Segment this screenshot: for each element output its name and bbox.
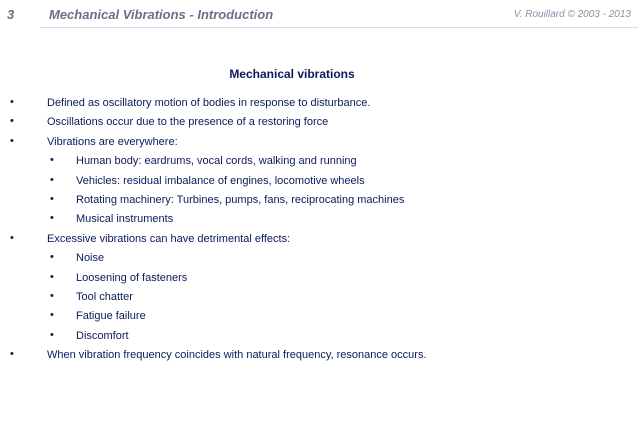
sub-bullet-item [0, 192, 638, 211]
bullet-text: When vibration frequency coincides with natural frequency, resonance occurs. [47, 349, 427, 362]
bullet-text: Fatigue failure [76, 310, 146, 323]
slide-number: 3 [7, 7, 15, 22]
sub-bullet-item [0, 289, 638, 308]
bullet-dot-icon: • [50, 212, 54, 225]
header-divider [40, 27, 638, 28]
slide-title: Mechanical vibrations [229, 67, 355, 81]
bullet-dot-icon: • [10, 134, 14, 147]
bullet-list [0, 95, 638, 366]
bullet-dot-icon: • [50, 328, 54, 341]
bullet-dot-icon: • [50, 154, 54, 167]
bullet-text: Vehicles: residual imbalance of engines, locomotive wheels [76, 174, 365, 187]
sub-bullet-item [0, 173, 638, 192]
sub-bullet-item [0, 308, 638, 327]
slide-header [0, 0, 638, 30]
bullet-dot-icon: • [10, 115, 14, 128]
bullet-text: Tool chatter [76, 290, 133, 303]
bullet-dot-icon: • [50, 309, 54, 322]
bullet-text: Noise [76, 252, 105, 265]
bullet-dot-icon: • [50, 173, 54, 186]
sub-bullet-item [0, 270, 638, 289]
header-author: V. Rouillard © 2003 - 2013 [513, 9, 631, 20]
bullet-dot-icon: • [50, 251, 54, 264]
bullet-dot-icon: • [10, 96, 14, 108]
sub-bullet-item [0, 211, 638, 230]
bullet-dot-icon: • [10, 231, 14, 244]
bullet-item [0, 134, 638, 153]
bullet-text: Human body: eardrums, vocal cords, walking and running [76, 155, 357, 168]
sub-bullet-item [0, 153, 638, 172]
sub-bullet-item [0, 328, 638, 347]
bullet-item [0, 347, 638, 366]
bullet-dot-icon: • [50, 289, 54, 302]
bullet-text: Discomfort [76, 329, 129, 342]
bullet-dot-icon: • [10, 348, 14, 361]
header-title: Mechanical Vibrations - Introduction [49, 7, 274, 22]
bullet-dot-icon: • [50, 192, 54, 205]
bullet-text: Oscillations occur due to the presence of a restoring force [47, 116, 329, 129]
bullet-text: Vibrations are everywhere: [47, 135, 178, 148]
bullet-item [0, 231, 638, 250]
bullet-text: Musical instruments [76, 213, 174, 226]
sub-bullet-item [0, 250, 638, 269]
bullet-item [0, 114, 638, 133]
bullet-text: Loosening of fasteners [76, 271, 188, 284]
bullet-text: Rotating machinery: Turbines, pumps, fans, reciprocating machines [76, 193, 405, 206]
bullet-item [0, 95, 638, 114]
bullet-dot-icon: • [50, 270, 54, 283]
bullet-text: Defined as oscillatory motion of bodies in response to disturbance. [47, 97, 371, 109]
bullet-text: Excessive vibrations can have detrimental effects: [47, 232, 291, 245]
